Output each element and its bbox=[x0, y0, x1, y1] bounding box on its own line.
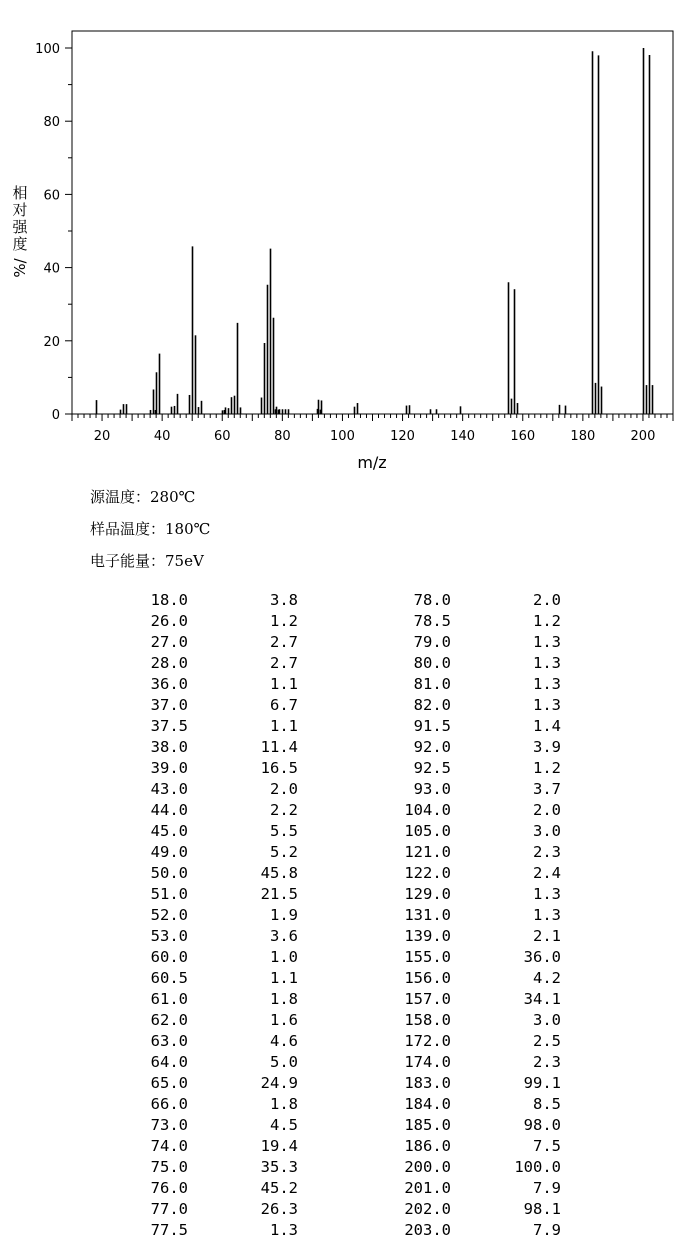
peak-mz: 50.0 bbox=[150, 864, 188, 882]
mass-spectrum-chart bbox=[0, 0, 696, 480]
peak-mz: 60.0 bbox=[150, 948, 188, 966]
peak-intensity: 8.5 bbox=[533, 1095, 561, 1113]
peak-mz: 49.0 bbox=[150, 843, 188, 861]
peak-intensity: 2.0 bbox=[270, 780, 298, 798]
peak-intensity: 2.0 bbox=[533, 801, 561, 819]
peak-intensity: 6.7 bbox=[270, 696, 298, 714]
peak-intensity: 1.1 bbox=[270, 717, 298, 735]
peak-mz: 158.0 bbox=[404, 1011, 451, 1029]
x-tick-label: 180 bbox=[570, 429, 596, 444]
table-row bbox=[0, 1010, 696, 1031]
peak-intensity: 99.1 bbox=[523, 1074, 561, 1092]
table-row bbox=[0, 758, 696, 779]
peak-mz: 202.0 bbox=[404, 1200, 451, 1218]
peak-intensity: 1.0 bbox=[270, 948, 298, 966]
peak-mz: 73.0 bbox=[150, 1116, 188, 1134]
peak-mz: 105.0 bbox=[404, 822, 451, 840]
peak-intensity: 1.3 bbox=[533, 885, 561, 903]
peak-intensity: 2.2 bbox=[270, 801, 298, 819]
peak-mz: 201.0 bbox=[404, 1179, 451, 1197]
peak-intensity: 1.1 bbox=[270, 969, 298, 987]
table-row bbox=[0, 1094, 696, 1115]
peak-mz: 64.0 bbox=[150, 1053, 188, 1071]
x-tick-label: 140 bbox=[450, 429, 476, 444]
y-tick-label: 40 bbox=[43, 261, 60, 277]
peak-mz: 37.0 bbox=[150, 696, 188, 714]
table-row bbox=[0, 947, 696, 968]
peak-mz: 155.0 bbox=[404, 948, 451, 966]
peak-intensity: 2.7 bbox=[270, 633, 298, 651]
y-tick-label: 80 bbox=[43, 115, 60, 131]
peak-intensity: 1.3 bbox=[533, 675, 561, 693]
sample-temperature: 样品温度：180℃ bbox=[90, 520, 211, 538]
table-row bbox=[0, 905, 696, 926]
table-row bbox=[0, 1115, 696, 1136]
peak-mz: 184.0 bbox=[404, 1095, 451, 1113]
x-tick-label: 200 bbox=[630, 429, 656, 444]
peak-mz: 131.0 bbox=[404, 906, 451, 924]
peak-intensity: 2.7 bbox=[270, 654, 298, 672]
y-axis-title-char: 强 bbox=[12, 218, 28, 236]
peak-mz: 44.0 bbox=[150, 801, 188, 819]
source-temperature: 源温度：280℃ bbox=[90, 488, 196, 506]
x-axis-ticks bbox=[72, 414, 673, 444]
table-row bbox=[0, 716, 696, 737]
peak-mz: 38.0 bbox=[150, 738, 188, 756]
electron-energy: 电子能量：75eV bbox=[90, 552, 204, 570]
peak-intensity: 1.3 bbox=[533, 654, 561, 672]
peak-intensity: 1.9 bbox=[270, 906, 298, 924]
table-row bbox=[0, 1052, 696, 1073]
y-tick-label: 60 bbox=[43, 188, 60, 204]
peak-intensity: 1.3 bbox=[533, 906, 561, 924]
peak-intensity: 1.4 bbox=[533, 717, 561, 735]
peak-intensity: 5.5 bbox=[270, 822, 298, 840]
y-axis-title-unit: %/ bbox=[11, 258, 29, 278]
x-tick-label: 100 bbox=[330, 429, 355, 444]
peak-intensity: 1.2 bbox=[533, 612, 561, 630]
peak-mz: 37.5 bbox=[150, 717, 188, 735]
peak-mz: 92.5 bbox=[413, 759, 451, 777]
peak-mz: 74.0 bbox=[150, 1137, 188, 1155]
peak-mz: 77.5 bbox=[150, 1221, 188, 1239]
table-row bbox=[0, 1031, 696, 1052]
table-row bbox=[0, 926, 696, 947]
peak-intensity: 3.6 bbox=[270, 927, 298, 945]
table-row bbox=[0, 590, 696, 611]
table-row bbox=[0, 1157, 696, 1178]
table-row bbox=[0, 821, 696, 842]
peak-mz: 78.0 bbox=[413, 591, 451, 609]
peak-mz: 63.0 bbox=[150, 1032, 188, 1050]
table-row bbox=[0, 779, 696, 800]
peak-mz: 76.0 bbox=[150, 1179, 188, 1197]
measurement-conditions bbox=[90, 484, 210, 580]
peak-intensity: 2.3 bbox=[533, 843, 561, 861]
peak-mz: 82.0 bbox=[413, 696, 451, 714]
peak-intensity: 35.3 bbox=[260, 1158, 298, 1176]
y-axis-title bbox=[10, 185, 30, 283]
table-row bbox=[0, 653, 696, 674]
peak-mz: 36.0 bbox=[150, 675, 188, 693]
table-row bbox=[0, 695, 696, 716]
plot-frame bbox=[72, 31, 673, 414]
peak-mz: 80.0 bbox=[413, 654, 451, 672]
peak-intensity: 4.6 bbox=[270, 1032, 298, 1050]
y-tick-label: 20 bbox=[43, 334, 60, 350]
peak-intensity: 1.2 bbox=[533, 759, 561, 777]
peak-mz: 81.0 bbox=[413, 675, 451, 693]
table-row bbox=[0, 737, 696, 758]
peak-intensity: 98.0 bbox=[523, 1116, 561, 1134]
peak-intensity: 24.9 bbox=[260, 1074, 298, 1092]
peak-intensity: 3.8 bbox=[270, 591, 298, 609]
table-row bbox=[0, 611, 696, 632]
peak-mz: 39.0 bbox=[150, 759, 188, 777]
peak-mz: 183.0 bbox=[404, 1074, 451, 1092]
peak-mz: 77.0 bbox=[150, 1200, 188, 1218]
peak-mz: 27.0 bbox=[150, 633, 188, 651]
y-tick-label: 100 bbox=[35, 42, 60, 57]
peak-mz: 28.0 bbox=[150, 654, 188, 672]
peak-mz: 91.5 bbox=[413, 717, 451, 735]
peak-mz: 18.0 bbox=[150, 591, 188, 609]
peak-mz: 62.0 bbox=[150, 1011, 188, 1029]
peak-mz: 129.0 bbox=[404, 885, 451, 903]
table-row bbox=[0, 884, 696, 905]
table-row bbox=[0, 1220, 696, 1241]
peak-intensity: 3.0 bbox=[533, 822, 561, 840]
x-tick-label: 80 bbox=[274, 429, 291, 444]
y-tick-label: 0 bbox=[51, 408, 60, 423]
peak-intensity: 7.9 bbox=[533, 1221, 561, 1239]
table-row bbox=[0, 968, 696, 989]
peak-mz: 51.0 bbox=[150, 885, 188, 903]
peak-intensity: 11.4 bbox=[260, 738, 298, 756]
peak-mz: 157.0 bbox=[404, 990, 451, 1008]
table-row bbox=[0, 632, 696, 653]
peak-mz: 185.0 bbox=[404, 1116, 451, 1134]
table-row bbox=[0, 800, 696, 821]
peak-mz: 60.5 bbox=[150, 969, 188, 987]
y-axis-title-char: 相 bbox=[12, 184, 28, 202]
peak-mz: 122.0 bbox=[404, 864, 451, 882]
peak-intensity: 4.5 bbox=[270, 1116, 298, 1134]
peak-mz: 156.0 bbox=[404, 969, 451, 987]
peak-intensity: 7.5 bbox=[533, 1137, 561, 1155]
peak-intensity: 4.2 bbox=[533, 969, 561, 987]
peak-intensity: 1.8 bbox=[270, 1095, 298, 1113]
peak-mz: 121.0 bbox=[404, 843, 451, 861]
y-axis-title-char: 对 bbox=[12, 201, 28, 219]
peak-intensity: 3.9 bbox=[533, 738, 561, 756]
x-tick-label: 160 bbox=[510, 429, 536, 444]
peak-intensity: 1.3 bbox=[533, 633, 561, 651]
peak-mz: 65.0 bbox=[150, 1074, 188, 1092]
x-tick-label: 20 bbox=[93, 429, 111, 444]
peak-mz: 186.0 bbox=[404, 1137, 451, 1155]
peak-mz: 52.0 bbox=[150, 906, 188, 924]
x-tick-label: 120 bbox=[390, 429, 415, 444]
peak-intensity: 7.9 bbox=[533, 1179, 561, 1197]
peak-mz: 26.0 bbox=[150, 612, 188, 630]
peak-mz: 200.0 bbox=[404, 1158, 451, 1176]
peak-intensity: 1.3 bbox=[533, 696, 561, 714]
peak-intensity: 19.4 bbox=[260, 1137, 298, 1155]
peak-mz: 66.0 bbox=[150, 1095, 188, 1113]
x-axis-title: m/z bbox=[357, 453, 387, 472]
peak-intensity: 1.3 bbox=[270, 1221, 298, 1239]
peak-intensity: 45.8 bbox=[260, 864, 298, 882]
spectrum-bars bbox=[97, 48, 653, 414]
peak-intensity: 100.0 bbox=[514, 1158, 561, 1176]
table-row bbox=[0, 1199, 696, 1220]
peak-intensity: 36.0 bbox=[523, 948, 561, 966]
x-tick-label: 60 bbox=[213, 429, 231, 444]
table-row bbox=[0, 842, 696, 863]
peak-mz: 45.0 bbox=[150, 822, 188, 840]
peak-mz: 61.0 bbox=[150, 990, 188, 1008]
peak-intensity: 3.7 bbox=[533, 780, 561, 798]
peak-intensity: 1.8 bbox=[270, 990, 298, 1008]
peak-mz: 79.0 bbox=[413, 633, 451, 651]
peak-mz: 104.0 bbox=[404, 801, 451, 819]
peak-intensity: 5.0 bbox=[270, 1053, 298, 1071]
peak-mz: 203.0 bbox=[404, 1221, 451, 1239]
y-axis-title-char: 度 bbox=[12, 235, 28, 253]
peak-mz: 78.5 bbox=[413, 612, 451, 630]
y-axis-ticks bbox=[35, 42, 72, 423]
peak-intensity: 1.6 bbox=[270, 1011, 298, 1029]
peak-intensity: 1.2 bbox=[270, 612, 298, 630]
table-row bbox=[0, 1178, 696, 1199]
peak-intensity: 98.1 bbox=[523, 1200, 561, 1218]
table-row bbox=[0, 1073, 696, 1094]
table-row bbox=[0, 674, 696, 695]
peak-intensity: 21.5 bbox=[260, 885, 298, 903]
peak-mz: 139.0 bbox=[404, 927, 451, 945]
peak-intensity: 2.4 bbox=[533, 864, 561, 882]
peak-mz: 43.0 bbox=[150, 780, 188, 798]
peak-mz: 53.0 bbox=[150, 927, 188, 945]
table-row bbox=[0, 989, 696, 1010]
peak-intensity: 2.5 bbox=[533, 1032, 561, 1050]
peak-intensity: 2.1 bbox=[533, 927, 561, 945]
peak-mz: 172.0 bbox=[404, 1032, 451, 1050]
peak-intensity: 2.3 bbox=[533, 1053, 561, 1071]
peak-intensity: 3.0 bbox=[533, 1011, 561, 1029]
peak-intensity: 16.5 bbox=[260, 759, 298, 777]
peak-mz: 92.0 bbox=[413, 738, 451, 756]
peak-intensity: 26.3 bbox=[260, 1200, 298, 1218]
peak-intensity: 34.1 bbox=[523, 990, 561, 1008]
table-row bbox=[0, 863, 696, 884]
peak-mz: 75.0 bbox=[150, 1158, 188, 1176]
peak-intensity: 5.2 bbox=[270, 843, 298, 861]
peak-intensity: 2.0 bbox=[533, 591, 561, 609]
x-tick-label: 40 bbox=[153, 429, 171, 444]
peak-intensity: 45.2 bbox=[260, 1179, 298, 1197]
peak-intensity: 1.1 bbox=[270, 675, 298, 693]
peak-mz: 174.0 bbox=[404, 1053, 451, 1071]
table-row bbox=[0, 1136, 696, 1157]
peak-mz: 93.0 bbox=[413, 780, 451, 798]
